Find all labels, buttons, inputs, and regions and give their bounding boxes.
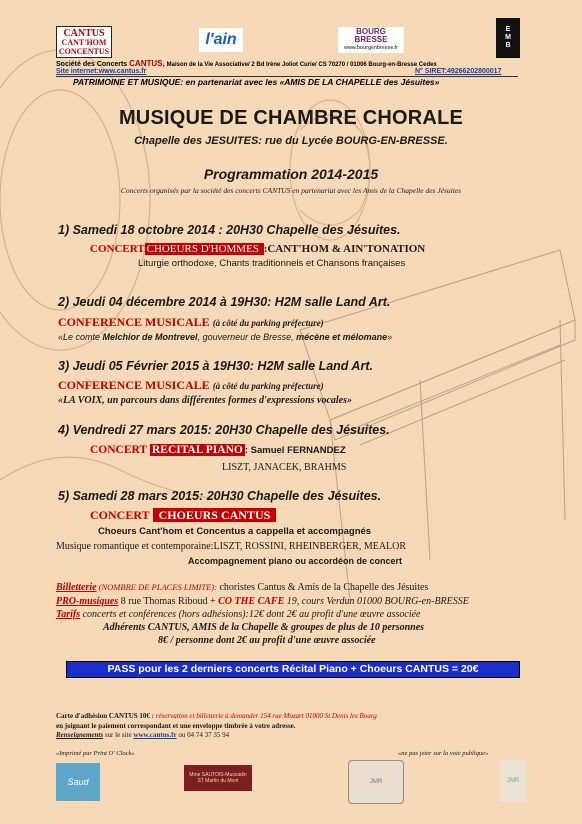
event-1-tag: CHOEURS D'HOMMES xyxy=(146,243,262,255)
event-5-description-3: Accompagnement piano ou accordéon de concert xyxy=(188,556,403,566)
event-2-kind: CONFERENCE MUSICALE xyxy=(58,315,210,329)
event-3-heading: 3) Jeudi 05 Février 2015 à 19H30: H2M salle Land Art. xyxy=(58,359,373,373)
shop-logo xyxy=(348,760,404,804)
tickets-cafe: CO THE CAFE xyxy=(218,596,285,607)
event-5-heading: 5) Samedi 28 mars 2015: 20H30 Chapelle des Jésuites. xyxy=(58,489,382,503)
event-1-kind: CONCERT xyxy=(90,243,145,255)
website-link[interactable]: Site internet:www.cantus.fr xyxy=(56,68,147,75)
event-4-kind: CONCERT xyxy=(90,444,148,456)
adherents-price: 8€ / personne dont 2€ au profit d'une œuvre associée xyxy=(158,635,376,646)
info-phone: ou 04 74 37 35 94 xyxy=(176,731,230,739)
society-address: Maison de la Vie Associative/ 2 Bd Irène Joliot Curie/ CS 70270 / 01006 Bourg-en-Bresse Cedex xyxy=(166,62,437,68)
emb-logo-m: M xyxy=(505,34,511,41)
event-5-line xyxy=(90,508,276,523)
membership-line-3 xyxy=(56,731,229,739)
tickets-pro-line xyxy=(56,596,469,607)
event-2-line xyxy=(58,315,324,330)
society-line xyxy=(56,59,437,68)
sautois-logo-line1: Mme SAUTOIS-Muscadin xyxy=(189,772,247,778)
programme-title: Programmation 2014-2015 xyxy=(203,166,379,182)
saud-logo xyxy=(56,763,100,801)
event-2-desc-b: Melchior de Montrevel xyxy=(102,332,198,342)
cantus-logo xyxy=(56,26,112,58)
bourg-logo-line2: BRESSE xyxy=(354,35,388,44)
info-website-link[interactable]: www.cantus.fr xyxy=(133,731,177,739)
event-2-location: (à côté du parking préfecture) xyxy=(212,318,324,328)
programme-subtitle: Concerts organisés par la société des concerts CANTUS en partenariat avec les Amis de la Chapelle des Jésuites xyxy=(120,186,462,195)
tickets-audience: choristes Cantus & Amis de la Chapelle des Jésuites xyxy=(216,582,429,593)
event-5-description-2: Musique romantique et contemporaine:LISZT, ROSSINI, RHEINBERGER, MEALOR xyxy=(56,541,407,552)
partner-line: PATRIMOINE ET MUSIQUE: en partenariat avec les «AMIS DE LA CHAPELLE des Jésuites» xyxy=(73,77,440,87)
ain-logo xyxy=(199,28,243,52)
event-3-description: «LA VOIX, un parcours dans différentes formes d'expressions vocales» xyxy=(58,395,353,406)
cantus-logo-line2: CANT'HOM xyxy=(61,37,107,47)
pass-banner: PASS pour les 2 derniers concerts Récital Piano + Choeurs CANTUS = 20€ xyxy=(66,661,520,678)
membership-card: Carte d'adhésion CANTUS 10€ : xyxy=(56,712,156,720)
event-1-line xyxy=(90,243,425,255)
info-label: Renseignements xyxy=(56,731,104,739)
membership-reservation: réservation et billetterie à demander 154 rue Mozart 01000 St Denis les Bourg xyxy=(155,712,377,720)
siret-number: N° SIRET:49266202800017 xyxy=(415,68,502,75)
tickets-pro-label: PRO-musiques xyxy=(56,596,119,607)
event-2-heading: 2) Jeudi 04 décembre 2014 à 19H30: H2M salle Land Art. xyxy=(58,295,391,309)
cantus-logo-line3: CONCENTUS xyxy=(58,46,110,56)
ain-logo-text: l'ain xyxy=(205,31,237,48)
tickets-line xyxy=(56,582,428,593)
event-3-line xyxy=(58,378,324,393)
right-logo-text: JMR xyxy=(506,778,520,784)
event-2-desc-c: , gouverneur de Bresse, xyxy=(197,332,297,342)
event-4-line xyxy=(90,444,346,456)
sautois-logo-line2: ST Martin du Mont xyxy=(197,778,239,784)
event-1-heading: 1) Samedi 18 octobre 2014 : 20H30 Chapelle des Jésuites. xyxy=(58,223,401,237)
tarifs-line xyxy=(56,609,421,620)
cantus-logo-line1: CANTUS xyxy=(63,27,105,39)
do-not-litter: «ne pas jeter sur la voie publique» xyxy=(398,750,489,757)
event-2-desc-d: mécène et mélomane xyxy=(296,332,388,342)
shop-logo-text: JMR xyxy=(369,779,383,785)
event-1-performers: :CANT'HOM & AIN'TONATION xyxy=(263,243,426,255)
printed-by: «Imprimé par Print O' Clock» xyxy=(56,750,135,757)
bourg-logo-line1: BOURG xyxy=(356,27,386,36)
tickets-label: Billetterie xyxy=(56,582,97,593)
event-4-description: LISZT, JANACEK, BRAHMS xyxy=(222,462,347,473)
event-4-performer: : Samuel FERNANDEZ xyxy=(244,445,346,456)
tickets-pro-text: 8 rue Thomas Riboud + xyxy=(118,596,219,607)
event-5-kind: CONCERT xyxy=(90,508,150,522)
info-text: sur le site xyxy=(103,731,134,739)
event-2-desc-e: » xyxy=(387,332,393,342)
event-3-location: (à côté du parking préfecture) xyxy=(212,381,324,391)
tickets-cafe-address: 19, cours Verdun 01000 BOURG-en-BRESSE xyxy=(284,596,469,607)
bourg-logo-line3: www.bourgenbresse.fr xyxy=(344,45,398,51)
adherents-line: Adhérents CANTUS, AMIS de la Chapelle & groupes de plus de 10 personnes xyxy=(103,622,425,633)
event-5-tag: CHOEURS CANTUS xyxy=(153,508,277,522)
saud-logo-text: Saud xyxy=(67,777,89,787)
right-logo xyxy=(500,760,526,802)
society-name: CANTUS, xyxy=(129,59,165,68)
tarifs-text: concerts et conférences (hors adhésions):12€ dont 2€ au profit d'une œuvre associée xyxy=(80,609,421,620)
membership-line xyxy=(56,712,377,720)
event-1-description: Liturgie orthodoxe, Chants traditionnels et Chansons françaises xyxy=(138,258,406,269)
bourg-en-bresse-logo xyxy=(338,27,404,53)
tickets-limit: (NOMBRE DE PLACES LIMITE): xyxy=(96,582,217,592)
emb-logo xyxy=(496,18,520,58)
membership-line-2: en joignant le paiement correspondant et une enveloppe timbrée à votre adresse. xyxy=(56,722,296,730)
event-3-kind: CONFERENCE MUSICALE xyxy=(58,378,210,392)
event-4-heading: 4) Vendredi 27 mars 2015: 20H30 Chapelle des Jésuites. xyxy=(58,423,390,437)
emb-logo-b: B xyxy=(505,42,511,49)
society-prefix: Société des Concerts xyxy=(56,61,128,68)
tarifs-label: Tarifs xyxy=(56,609,81,620)
page-subtitle: Chapelle des JESUITES: rue du Lycée BOURG-EN-BRESSE. xyxy=(134,135,448,147)
sautois-logo xyxy=(184,765,252,791)
event-4-tag: RECITAL PIANO xyxy=(151,444,243,456)
emb-logo-e: E xyxy=(505,26,511,33)
event-5-description-1: Choeurs Cant'hom et Concentus a cappella et accompagnés xyxy=(98,526,372,537)
page-title: MUSIQUE DE CHAMBRE CHORALE xyxy=(118,107,464,129)
event-2-description xyxy=(58,332,392,342)
event-2-desc-a: «Le comte xyxy=(58,332,103,342)
